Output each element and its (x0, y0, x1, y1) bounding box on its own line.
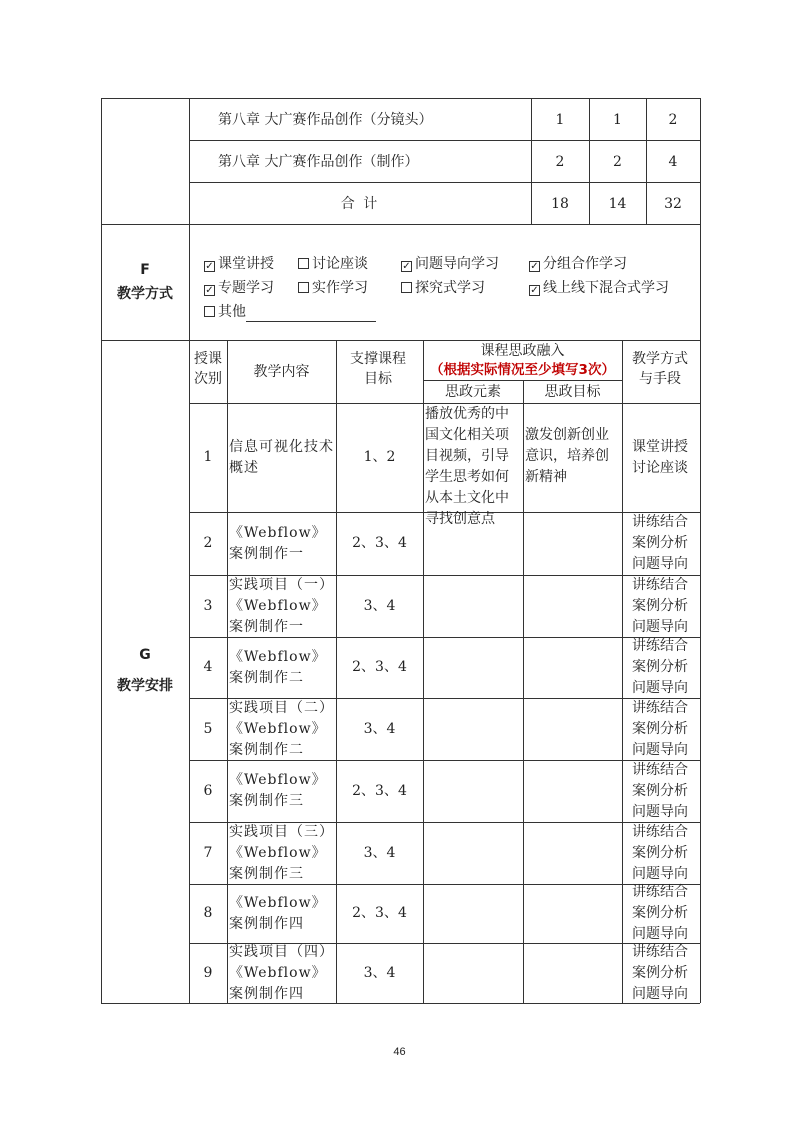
row-3-method (624, 575, 696, 637)
row-1-method-text: 课堂讲授讨论座谈 (632, 438, 688, 476)
row-3-session (189, 575, 227, 637)
method-option-0[interactable]: ✓ 课堂讲授 (205, 256, 274, 272)
chapter-row-1-v1: 1 (555, 112, 565, 128)
checkbox-icon[interactable]: ✓ (530, 261, 539, 272)
checkbox-icon[interactable]: ✓ (402, 261, 411, 272)
checkbox-icon[interactable] (298, 282, 309, 293)
chapter-row-2-title: 第八章 大广赛作品创作（制作） (218, 154, 419, 170)
row-4-session (189, 637, 227, 698)
row-2-ideo-element (423, 512, 523, 575)
row-9-goal (336, 943, 423, 1003)
other-blank-line[interactable] (246, 307, 376, 322)
row-5-method (624, 698, 696, 760)
total-v3: 32 (664, 196, 682, 212)
row-8-session-text: 8 (203, 905, 213, 921)
row-2-method (624, 512, 696, 575)
row-8-method-text: 讲练结合案例分析问题导向 (632, 884, 688, 942)
row-1-session (189, 403, 227, 512)
row-6-session-text: 6 (203, 782, 213, 799)
row-3-session-text: 3 (203, 597, 213, 614)
row-5-goal (336, 698, 423, 760)
row-2-goal-text: 2、3、4 (352, 535, 407, 551)
row-5-session (189, 698, 227, 760)
header-goal: 支撑课程目标 (350, 351, 406, 387)
row-5-ideo-goal (523, 698, 622, 760)
row-2-content-text: 《Webflow》案例制作一 (229, 524, 327, 562)
grid-line (101, 98, 700, 99)
row-8-goal-text: 2、3、4 (352, 905, 407, 921)
header-ideo-goal: 思政目标 (544, 384, 601, 400)
checkbox-icon[interactable]: ✓ (205, 261, 214, 272)
row-3-method-text: 讲练结合案例分析问题导向 (632, 576, 688, 635)
row-8-content-text: 《Webflow》案例制作四 (229, 894, 327, 932)
row-6-goal (336, 760, 423, 822)
row-6-content (227, 760, 336, 822)
checkbox-icon[interactable]: ✓ (530, 285, 539, 296)
row-2-content (227, 512, 336, 575)
method-option-1[interactable]: 讨论座谈 (298, 254, 368, 274)
row-6-ideo-goal (523, 760, 622, 822)
row-2-session (189, 512, 227, 575)
header-session: 授课次别 (194, 351, 222, 387)
method-option-2[interactable]: ✓ 问题导向学习 (402, 256, 499, 272)
row-4-ideo-element (423, 637, 523, 698)
chapter-row-1-title: 第八章 大广赛作品创作（分镜头） (218, 112, 433, 128)
row-1-ideo-goal-text: 激发创新创业意识，培养创新精神 (525, 427, 609, 485)
chapter-row-2-v1: 2 (555, 154, 565, 170)
row-1-session-text: 1 (203, 449, 213, 465)
row-8-goal (336, 884, 423, 943)
row-6-session (189, 760, 227, 822)
row-9-ideo-element (423, 943, 523, 1003)
row-7-goal (336, 822, 423, 884)
row-7-method (624, 822, 696, 884)
row-4-content (227, 637, 336, 698)
row-9-session (189, 943, 227, 1003)
row-9-content (227, 943, 336, 1003)
row-5-content (227, 698, 336, 760)
row-3-ideo-goal (523, 575, 622, 637)
row-6-method (624, 760, 696, 822)
row-7-session (189, 822, 227, 884)
row-4-method-text: 讲练结合案例分析问题导向 (632, 638, 688, 696)
method-option-6[interactable]: 探究式学习 (401, 278, 485, 298)
row-8-content (227, 884, 336, 943)
row-4-content-text: 《Webflow》案例制作二 (229, 648, 327, 686)
row-5-ideo-element (423, 698, 523, 760)
row-2-method-text: 讲练结合案例分析问题导向 (632, 514, 688, 572)
chapter-row-2-v3: 4 (668, 154, 678, 170)
method-option-8[interactable]: 其他 (204, 302, 376, 322)
page-number: 46 (393, 1046, 406, 1058)
row-1-ideo-goal (523, 403, 622, 512)
row-6-method-text: 讲练结合案例分析问题导向 (632, 761, 688, 820)
row-1-ideo-element-text: 播放优秀的中国文化相关项目视频，引导学生思考如何从本土文化中寻找创意点 (425, 406, 509, 527)
row-5-goal-text: 3、4 (363, 720, 396, 737)
row-8-ideo-goal (523, 884, 622, 943)
row-7-session-text: 7 (203, 844, 213, 861)
row-7-goal-text: 3、4 (363, 844, 396, 861)
row-4-method (624, 637, 696, 698)
grid-line (101, 1003, 700, 1004)
total-v1: 18 (551, 196, 569, 212)
row-3-content (227, 575, 336, 637)
row-5-content-text: 实践项目（二）《Webflow》案例制作二 (229, 699, 334, 758)
row-8-method (624, 884, 696, 943)
row-6-content-text: 《Webflow》案例制作三 (229, 772, 327, 809)
row-8-session (189, 884, 227, 943)
row-1-goal (336, 403, 423, 512)
row-6-ideo-element (423, 760, 523, 822)
grid-line (700, 98, 701, 1003)
total-v2: 14 (608, 196, 627, 212)
row-5-session-text: 5 (203, 720, 213, 737)
row-9-method-text: 讲练结合案例分析问题导向 (632, 943, 688, 1002)
row-4-goal-text: 2、3、4 (352, 659, 407, 675)
row-3-content-text: 实践项目（一）《Webflow》案例制作一 (229, 576, 334, 635)
row-9-goal-text: 3、4 (363, 964, 396, 981)
chapter-row-1-v2: 1 (613, 112, 622, 128)
row-2-session-text: 2 (203, 535, 213, 551)
row-7-content (227, 822, 336, 884)
row-2-ideo-goal (523, 512, 622, 575)
row-9-method (624, 943, 696, 1003)
method-option-7[interactable]: ✓ 线上线下混合式学习 (530, 280, 669, 296)
row-1-goal-text: 1、2 (363, 449, 396, 465)
row-3-ideo-element (423, 575, 523, 637)
grid-line (101, 98, 102, 1003)
section-g-letter: G (139, 647, 151, 663)
row-1-method (624, 403, 696, 512)
header-ideo: 课程思政融入 (480, 343, 565, 359)
row-1-content (227, 403, 336, 512)
method-option-4[interactable]: ✓ 专题学习 (205, 280, 274, 296)
section-f-title: 教学方式 (117, 286, 173, 302)
row-3-goal-text: 3、4 (363, 597, 396, 614)
row-9-session-text: 9 (203, 964, 213, 981)
row-9-ideo-goal (523, 943, 622, 1003)
grid-line (189, 140, 700, 141)
header-content: 教学内容 (253, 364, 310, 380)
row-1-ideo-element (423, 403, 523, 527)
chapter-row-1-v3: 2 (668, 112, 678, 128)
grid-line (101, 224, 700, 225)
row-7-ideo-element (423, 822, 523, 884)
chapter-row-2-v2: 2 (613, 154, 622, 170)
row-5-method-text: 讲练结合案例分析问题导向 (632, 699, 688, 758)
row-3-goal (336, 575, 423, 637)
checkbox-icon[interactable] (204, 306, 215, 317)
header-method: 教学方式与手段 (632, 351, 688, 387)
section-g-title: 教学安排 (117, 678, 173, 694)
row-7-ideo-goal (523, 822, 622, 884)
row-6-goal-text: 2、3、4 (352, 782, 407, 799)
grid-line (622, 340, 623, 1003)
checkbox-icon[interactable] (298, 258, 309, 269)
row-7-content-text: 实践项目（三）《Webflow》案例制作三 (229, 823, 334, 882)
row-2-goal (336, 512, 423, 575)
row-8-ideo-element (423, 884, 523, 943)
method-option-3[interactable]: ✓ 分组合作学习 (530, 256, 627, 272)
row-9-content-text: 实践项目（四）《Webflow》案例制作四 (229, 943, 334, 1002)
header-ideo-note: （根据实际情况至少填写3次） (430, 362, 615, 378)
total-label: 合 计 (340, 196, 380, 212)
row-7-method-text: 讲练结合案例分析问题导向 (632, 823, 688, 882)
row-1-content-text: 信息可视化技术概述 (229, 438, 334, 476)
grid-line (189, 182, 700, 183)
checkbox-icon[interactable] (401, 282, 412, 293)
row-4-goal (336, 637, 423, 698)
row-4-ideo-goal (523, 637, 622, 698)
row-4-session-text: 4 (203, 659, 213, 675)
checkbox-icon[interactable]: ✓ (205, 285, 214, 296)
header-ideo-element: 思政元素 (445, 384, 501, 400)
section-f-letter: F (140, 262, 150, 278)
method-option-5[interactable]: 实作学习 (298, 278, 368, 298)
